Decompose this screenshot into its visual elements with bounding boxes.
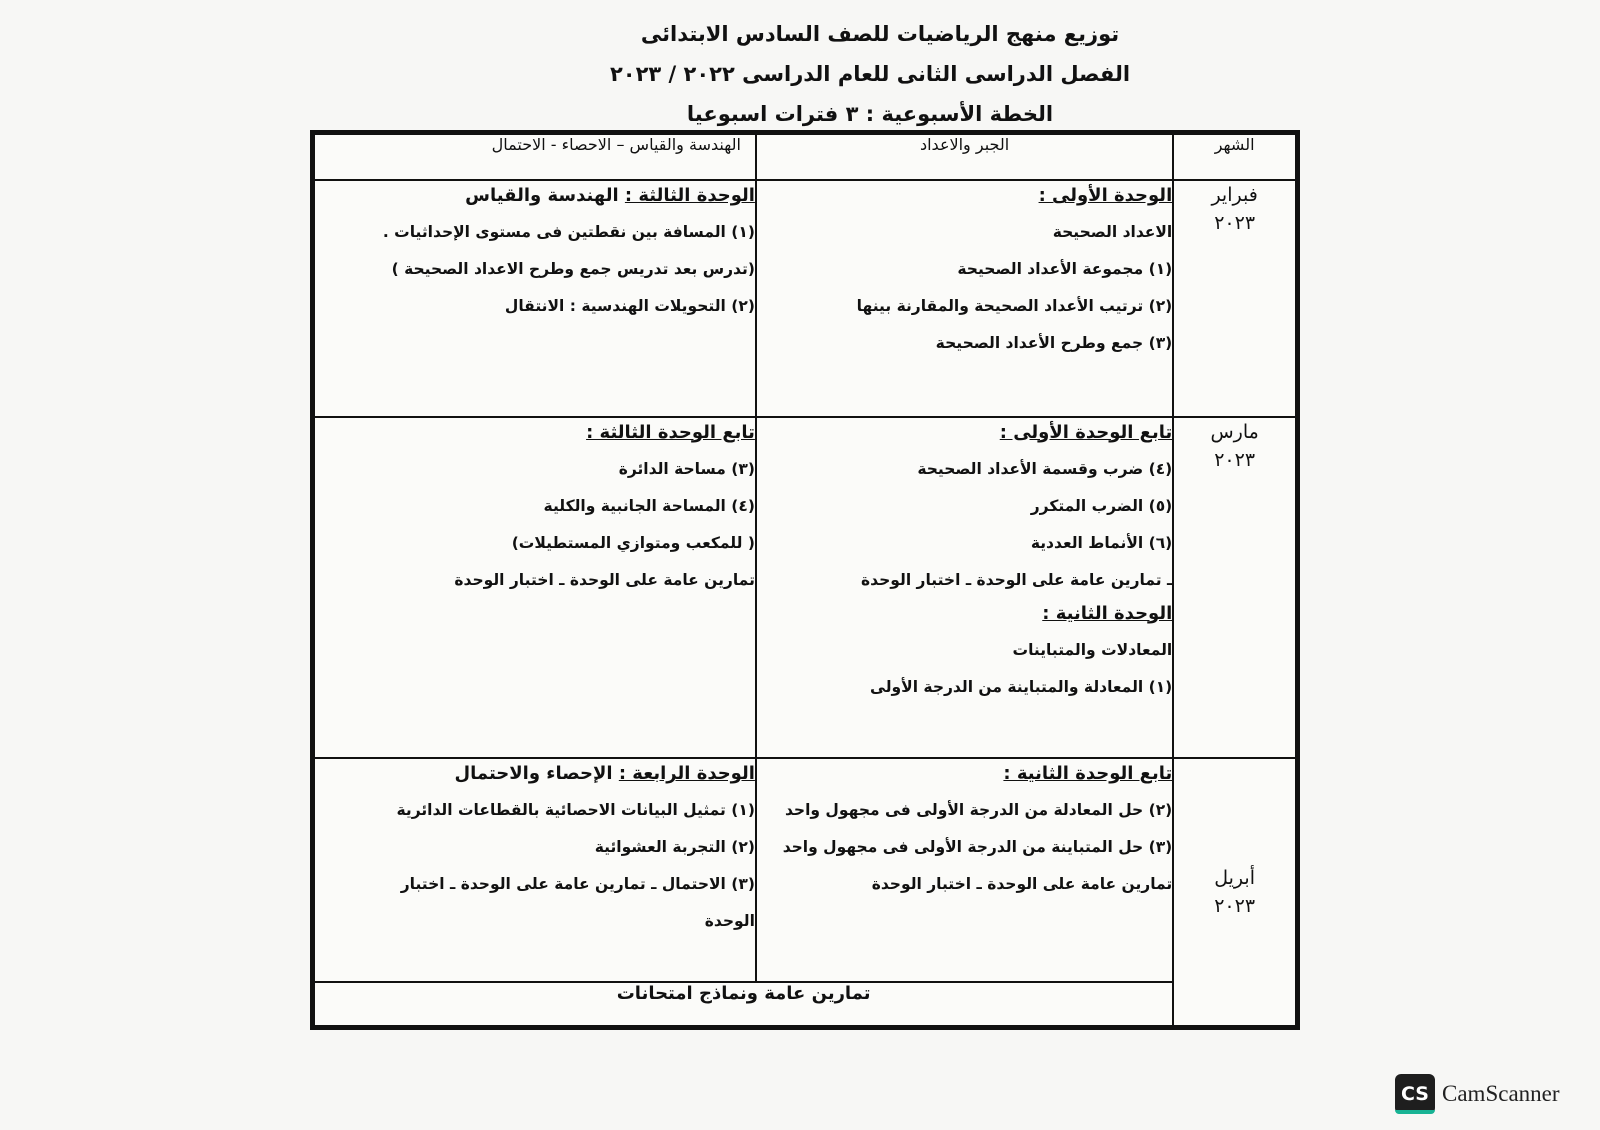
unit-subtitle: الهندسة والقياس bbox=[465, 185, 625, 207]
month-cell bbox=[1173, 417, 1296, 759]
month-cell bbox=[1173, 758, 1296, 1026]
topic-line: (٣) الاحتمال ـ تمارين عامة على الوحدة ـ اختبار bbox=[400, 875, 755, 894]
topic-line: (٢) حل المعادلة من الدرجة الأولى فى مجهول واحد bbox=[784, 801, 1173, 820]
topic-line: (١) المسافة بين نقطتين فى مستوى الإحداثيات . bbox=[382, 223, 755, 242]
month-cell bbox=[1173, 180, 1296, 416]
topic-line: الاعداد الصحيحة bbox=[1052, 223, 1173, 242]
unit-title: الوحدة الأولى : bbox=[1038, 185, 1173, 207]
topic-line: (٣) مساحة الدائرة bbox=[618, 459, 755, 478]
topic-line: (١) تمثيل البيانات الاحصائية بالقطاعات الدائرية bbox=[396, 801, 755, 820]
header-month: الشهر bbox=[1173, 134, 1296, 180]
unit-title: تابع الوحدة الثالثة : bbox=[586, 421, 755, 443]
heading-term: الفصل الدراسى الثانى للعام الدراسى ٢٠٢٢ / ٢٠٢٣ bbox=[609, 62, 1131, 86]
topic-line: (٢) التحويلات الهندسية : الانتقال bbox=[504, 297, 755, 316]
topic-line: (٦) الأنماط العددية bbox=[1030, 533, 1173, 552]
heading-title: توزيع منهج الرياضيات للصف السادس الابتدائى bbox=[640, 22, 1120, 46]
camscanner-watermark bbox=[1395, 1074, 1560, 1114]
topic-line: تمارين عامة على الوحدة ـ اختبار الوحدة bbox=[871, 875, 1173, 894]
unit-title: تابع الوحدة الأولى : bbox=[999, 421, 1173, 443]
topic-line: ( للمكعب ومتوازي المستطيلات) bbox=[511, 533, 755, 552]
topic-line: (١) المعادلة والمتباينة من الدرجة الأولى bbox=[870, 677, 1173, 696]
header-geometry: الهندسة والقياس – الاحصاء - الاحتمال bbox=[314, 134, 756, 180]
month-year: ٢٠٢٣ bbox=[1214, 895, 1256, 918]
table-row bbox=[314, 758, 1296, 981]
curriculum-table bbox=[310, 130, 1300, 1030]
footer-row bbox=[314, 982, 1296, 1026]
footer-text: تمارين عامة ونماذج امتحانات bbox=[314, 982, 1173, 1026]
topic-line: (٥) الضرب المتكرر bbox=[1030, 496, 1173, 515]
month-year: ٢٠٢٣ bbox=[1214, 448, 1256, 471]
geometry-cell bbox=[314, 417, 756, 759]
unit-subtitle: الإحصاء والاحتمال bbox=[454, 763, 619, 785]
month-name: فبراير bbox=[1211, 184, 1258, 207]
topic-line: (٣) جمع وطرح الأعداد الصحيحة bbox=[935, 334, 1173, 353]
topic-line: (١) مجموعة الأعداد الصحيحة bbox=[957, 260, 1173, 279]
topic-line: (تدرس بعد تدريس جمع وطرح الاعداد الصحيحة ) bbox=[391, 260, 755, 279]
camscanner-label: CamScanner bbox=[1442, 1081, 1560, 1106]
algebra-cell bbox=[756, 758, 1173, 981]
geometry-cell bbox=[314, 758, 756, 981]
geometry-cell bbox=[314, 180, 756, 416]
month-name: مارس bbox=[1210, 420, 1259, 443]
unit-title: الوحدة الثالثة : bbox=[624, 185, 755, 207]
algebra-cell bbox=[756, 417, 1173, 759]
topic-line: (٤) المساحة الجانبية والكلية bbox=[543, 496, 755, 515]
topic-line: (٣) حل المتباينة من الدرجة الأولى فى مجهول واحد bbox=[782, 838, 1173, 857]
unit-title: تابع الوحدة الثانية : bbox=[1003, 763, 1173, 785]
topic-line: (٤) ضرب وقسمة الأعداد الصحيحة bbox=[917, 459, 1173, 478]
camscanner-logo-icon: CS bbox=[1395, 1074, 1435, 1114]
unit-title: الوحدة الثانية : bbox=[1042, 602, 1173, 624]
topic-line: (٢) ترتيب الأعداد الصحيحة والمقارنة بينها bbox=[856, 297, 1173, 316]
topic-line: تمارين عامة على الوحدة ـ اختبار الوحدة bbox=[454, 570, 755, 589]
month-name: أبريل bbox=[1214, 867, 1255, 890]
topic-line: (٢) التجربة العشوائية bbox=[594, 838, 755, 857]
table-row bbox=[314, 417, 1296, 759]
topic-line: الوحدة bbox=[704, 912, 755, 931]
algebra-cell bbox=[756, 180, 1173, 416]
header-algebra: الجبر والاعداد bbox=[756, 134, 1173, 180]
document-heading bbox=[0, 14, 1600, 134]
topic-line: ـ تمارين عامة على الوحدة ـ اختبار الوحدة bbox=[861, 570, 1173, 589]
heading-weekly-plan: الخطة الأسبوعية : ٣ فترات اسبوعيا bbox=[686, 102, 1054, 126]
unit-title: الوحدة الرابعة : bbox=[618, 763, 755, 785]
month-year: ٢٠٢٣ bbox=[1214, 212, 1256, 235]
topic-line: المعادلات والمتباينات bbox=[1012, 640, 1173, 659]
table-row bbox=[314, 180, 1296, 416]
